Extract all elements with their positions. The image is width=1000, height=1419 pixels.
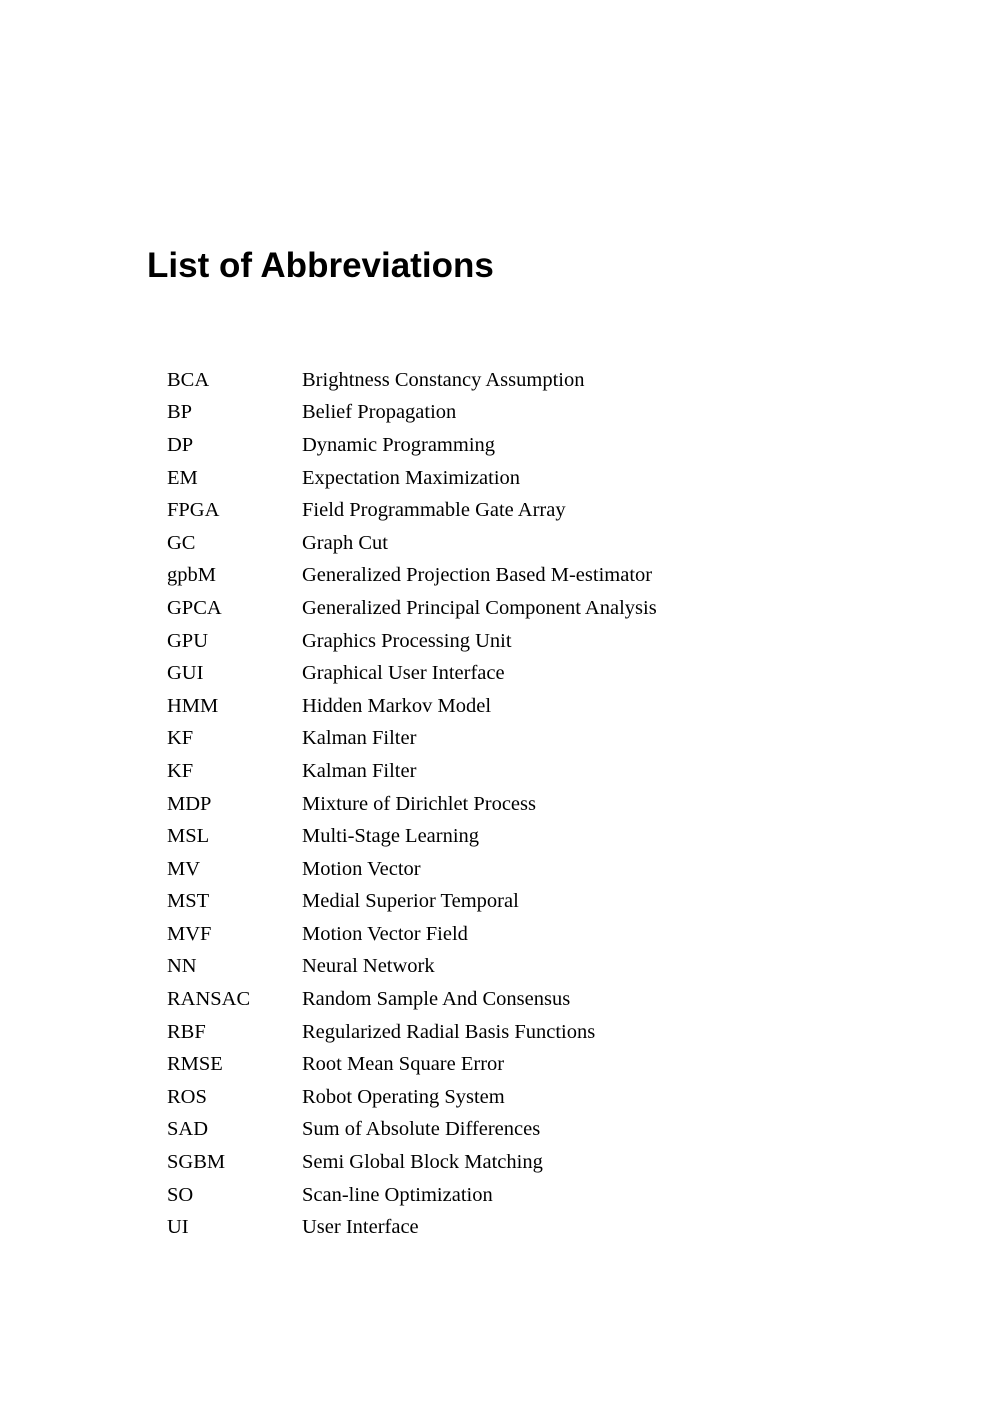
- abbreviation-row: [167, 657, 867, 690]
- abbreviation-row: [167, 853, 867, 886]
- abbreviation-definition: User Interface: [302, 1216, 419, 1239]
- abbreviation-term: BCA: [167, 368, 210, 391]
- abbreviation-term: MDP: [167, 792, 212, 815]
- abbreviation-row: [167, 951, 867, 984]
- page-title: List of Abbreviations: [147, 246, 494, 285]
- abbreviation-row: [167, 494, 867, 527]
- abbreviation-definition: Random Sample And Consensus: [302, 988, 571, 1011]
- abbreviation-row: [167, 723, 867, 756]
- abbreviation-row: [167, 397, 867, 430]
- abbreviation-row: [167, 788, 867, 821]
- abbreviation-term: MVF: [167, 922, 212, 945]
- abbreviation-term: SO: [167, 1183, 194, 1206]
- abbreviation-list: [167, 364, 867, 1244]
- abbreviation-definition: Graph Cut: [302, 531, 388, 554]
- abbreviation-definition: Generalized Principal Component Analysis: [302, 596, 657, 619]
- abbreviation-row: [167, 983, 867, 1016]
- abbreviation-term: MV: [167, 857, 201, 880]
- abbreviation-row: [167, 592, 867, 625]
- abbreviation-term: DP: [167, 433, 194, 456]
- abbreviation-definition: Belief Propagation: [302, 401, 457, 424]
- abbreviation-definition: Sum of Absolute Differences: [302, 1118, 541, 1141]
- abbreviation-row: [167, 1114, 867, 1147]
- abbreviation-definition: Field Programmable Gate Array: [302, 499, 566, 522]
- abbreviation-row: [167, 1048, 867, 1081]
- abbreviation-row: [167, 429, 867, 462]
- abbreviation-definition: Graphical User Interface: [302, 662, 505, 685]
- abbreviation-definition: Kalman Filter: [302, 727, 417, 750]
- abbreviation-definition: Kalman Filter: [302, 759, 417, 782]
- abbreviation-row: [167, 1211, 867, 1244]
- abbreviation-row: [167, 625, 867, 658]
- abbreviation-term: BP: [167, 401, 193, 424]
- abbreviation-term: FPGA: [167, 499, 220, 522]
- abbreviation-definition: Root Mean Square Error: [302, 1053, 505, 1076]
- abbreviation-term: RMSE: [167, 1053, 223, 1076]
- abbreviation-row: [167, 755, 867, 788]
- abbreviation-definition: Generalized Projection Based M-estimator: [302, 564, 653, 587]
- abbreviation-term: EM: [167, 466, 198, 489]
- abbreviation-term: MST: [167, 890, 210, 913]
- abbreviation-definition: Semi Global Block Matching: [302, 1151, 543, 1174]
- abbreviation-definition: Mixture of Dirichlet Process: [302, 792, 536, 815]
- abbreviation-term: GC: [167, 531, 196, 554]
- abbreviation-term: GPU: [167, 629, 209, 652]
- abbreviation-term: UI: [167, 1216, 189, 1239]
- abbreviation-term: ROS: [167, 1085, 207, 1108]
- abbreviation-definition: Brightness Constancy Assumption: [302, 368, 585, 391]
- abbreviation-term: RBF: [167, 1020, 206, 1043]
- abbreviation-term: gpbM: [167, 564, 216, 587]
- abbreviation-definition: Multi-Stage Learning: [302, 825, 480, 848]
- abbreviation-term: SGBM: [167, 1151, 226, 1174]
- abbreviation-term: MSL: [167, 825, 210, 848]
- abbreviation-definition: Graphics Processing Unit: [302, 629, 512, 652]
- abbreviation-definition: Scan-line Optimization: [302, 1183, 493, 1206]
- abbreviation-definition: Motion Vector: [302, 857, 421, 880]
- abbreviation-term: RANSAC: [167, 988, 251, 1011]
- abbreviation-term: HMM: [167, 694, 219, 717]
- abbreviation-row: [167, 820, 867, 853]
- abbreviation-term: GUI: [167, 662, 204, 685]
- abbreviation-row: [167, 364, 867, 397]
- abbreviation-term: KF: [167, 727, 194, 750]
- abbreviation-definition: Dynamic Programming: [302, 433, 496, 456]
- abbreviation-term: KF: [167, 759, 194, 782]
- abbreviation-definition: Regularized Radial Basis Functions: [302, 1020, 596, 1043]
- abbreviation-term: SAD: [167, 1118, 209, 1141]
- abbreviation-row: [167, 1179, 867, 1212]
- abbreviation-term: NN: [167, 955, 197, 978]
- abbreviation-row: [167, 918, 867, 951]
- abbreviation-row: [167, 560, 867, 593]
- abbreviation-definition: Robot Operating System: [302, 1085, 505, 1108]
- abbreviation-row: [167, 886, 867, 919]
- abbreviation-row: [167, 1081, 867, 1114]
- abbreviation-definition: Neural Network: [302, 955, 435, 978]
- abbreviation-row: [167, 690, 867, 723]
- abbreviation-definition: Expectation Maximization: [302, 466, 521, 489]
- abbreviation-term: GPCA: [167, 596, 222, 619]
- abbreviation-row: [167, 462, 867, 495]
- abbreviation-row: [167, 1016, 867, 1049]
- abbreviation-row: [167, 527, 867, 560]
- abbreviation-definition: Medial Superior Temporal: [302, 890, 519, 913]
- abbreviation-definition: Motion Vector Field: [302, 922, 468, 945]
- abbreviation-row: [167, 1146, 867, 1179]
- abbreviation-definition: Hidden Markov Model: [302, 694, 492, 717]
